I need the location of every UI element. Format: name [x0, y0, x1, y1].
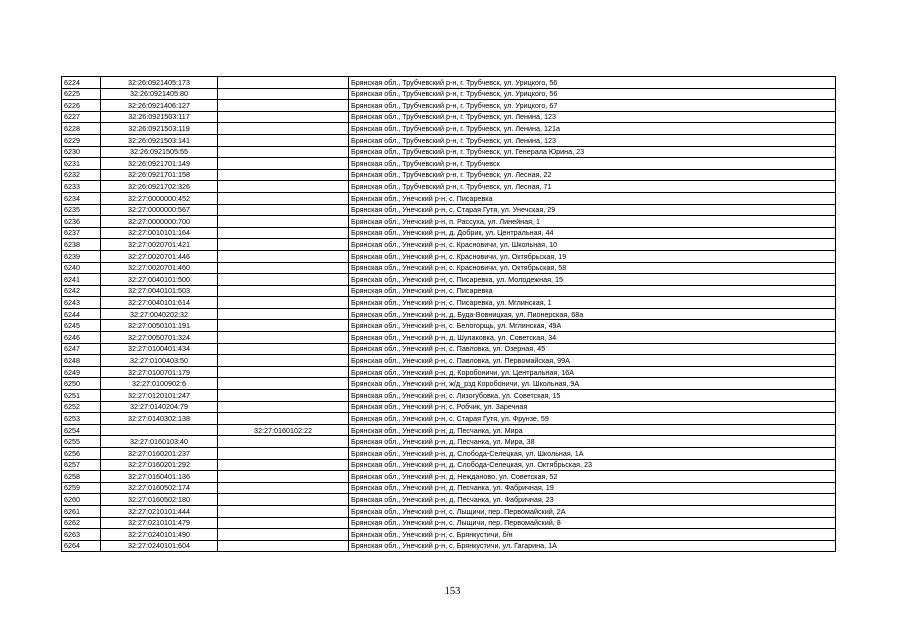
address-cell: Брянская обл., Унечский р-н, с. Брянкустичи, б/н: [349, 529, 836, 541]
address-cell: Брянская обл., Трубчевский р-н, г. Трубчевск, ул. Урицкого, 56: [349, 88, 836, 100]
table-row: [62, 390, 836, 402]
cadastral-number-cell: 32:27:0010101:164: [101, 227, 218, 239]
previous-number-cell: [218, 494, 349, 506]
previous-number-cell: [218, 471, 349, 483]
row-number-cell: 6252: [62, 401, 101, 413]
address-cell: Брянская обл., Унечский р-н, д. Слобода-Селецкая, ул. Октябрьская, 23: [349, 459, 836, 471]
table-row: [62, 517, 836, 529]
row-number-cell: 6248: [62, 355, 101, 367]
address-cell: Брянская обл., Унечский р-н, с. Красновичи, ул. Октябрьская, 19: [349, 250, 836, 262]
table-row: [62, 540, 836, 552]
table-row: [62, 88, 836, 100]
table-row: [62, 343, 836, 355]
table-row: [62, 297, 836, 309]
cadastral-number-cell: 32:26:0921701:158: [101, 169, 218, 181]
row-number-cell: 6225: [62, 88, 101, 100]
table-row: [62, 505, 836, 517]
table-row: [62, 216, 836, 228]
table-row: [62, 332, 836, 344]
cadastral-number-cell: 32:27:0040101:614: [101, 297, 218, 309]
address-cell: Брянская обл., Унечский р-н, с. Лизогубовка, ул. Советская, 15: [349, 390, 836, 402]
previous-number-cell: [218, 192, 349, 204]
address-cell: Брянская обл., Унечский р-н, д. Нежданово, ул. Советская, 52: [349, 471, 836, 483]
table-row: [62, 274, 836, 286]
cadastral-number-cell: 32:27:0160103:40: [101, 436, 218, 448]
table-row: [62, 529, 836, 541]
row-number-cell: 6261: [62, 505, 101, 517]
address-cell: Брянская обл., Унечский р-н, ж/д_рзд Коробоничи, ул. Школьная, 9А: [349, 378, 836, 390]
address-cell: Брянская обл., Трубчевский р-н, г. Трубчевск, ул. Урицкого, 56: [349, 77, 836, 89]
address-cell: Брянская обл., Унечский р-н, с. Павловка, ул. Первомайская, 99А: [349, 355, 836, 367]
table-row: [62, 320, 836, 332]
row-number-cell: 6247: [62, 343, 101, 355]
row-number-cell: 6243: [62, 297, 101, 309]
address-cell: Брянская обл., Унечский р-н, п. Рассуха, ул. Линейная, 1: [349, 216, 836, 228]
address-cell: Брянская обл., Трубчевский р-н, г. Трубчевск, ул. Урицкого, 67: [349, 100, 836, 112]
previous-number-cell: [218, 308, 349, 320]
address-cell: Брянская обл., Унечский р-н, с. Павловка, ул. Озерная, 45: [349, 343, 836, 355]
table-row: [62, 169, 836, 181]
address-cell: Брянская обл., Унечский р-н, с. Лыщичи, пер. Первомайский, 2А: [349, 505, 836, 517]
previous-number-cell: [218, 529, 349, 541]
table-row: [62, 285, 836, 297]
table-row: [62, 123, 836, 135]
row-number-cell: 6260: [62, 494, 101, 506]
address-cell: Брянская обл., Унечский р-н, д. Песчанка, ул. Мира: [349, 424, 836, 436]
previous-number-cell: [218, 239, 349, 251]
address-cell: Брянская обл., Унечский р-н, с. Красновичи, ул. Школьная, 10: [349, 239, 836, 251]
cadastral-number-cell: 32:27:0100701:179: [101, 366, 218, 378]
row-number-cell: 6250: [62, 378, 101, 390]
address-cell: Брянская обл., Унечский р-н, д. Коробоничи, ул. Центральная, 16А: [349, 366, 836, 378]
previous-number-cell: [218, 111, 349, 123]
address-cell: Брянская обл., Унечский р-н, с. Брянкустичи, ул. Гагарина, 1А: [349, 540, 836, 552]
row-number-cell: 6258: [62, 471, 101, 483]
cadastral-number-cell: 32:27:0040101:500: [101, 274, 218, 286]
cadastral-number-cell: 32:27:0160502:174: [101, 482, 218, 494]
row-number-cell: 6230: [62, 146, 101, 158]
cadastral-number-cell: 32:26:0921405:173: [101, 77, 218, 89]
cadastral-number-cell: 32:27:0240101:490: [101, 529, 218, 541]
previous-number-cell: [218, 204, 349, 216]
property-register-table: [61, 76, 836, 552]
previous-number-cell: [218, 123, 349, 135]
address-cell: Брянская обл., Унечский р-н, д. Песчанка, ул. Мира, 38: [349, 436, 836, 448]
cadastral-number-cell: 32:27:0040101:503: [101, 285, 218, 297]
table-row: [62, 471, 836, 483]
row-number-cell: 6234: [62, 192, 101, 204]
row-number-cell: 6231: [62, 158, 101, 170]
row-number-cell: 6236: [62, 216, 101, 228]
previous-number-cell: [218, 390, 349, 402]
previous-number-cell: [218, 158, 349, 170]
row-number-cell: 6224: [62, 77, 101, 89]
previous-number-cell: [218, 482, 349, 494]
row-number-cell: 6238: [62, 239, 101, 251]
table-row: [62, 192, 836, 204]
address-cell: Брянская обл., Унечский р-н, с. Писаревка: [349, 192, 836, 204]
row-number-cell: 6246: [62, 332, 101, 344]
row-number-cell: 6263: [62, 529, 101, 541]
table-row: [62, 401, 836, 413]
address-cell: Брянская обл., Унечский р-н, д. Шулаковка, ул. Советская, 34: [349, 332, 836, 344]
cadastral-number-cell: 32:27:0240101:604: [101, 540, 218, 552]
cadastral-number-cell: 32:27:0000000:700: [101, 216, 218, 228]
table-row: [62, 239, 836, 251]
cadastral-number-cell: 32:27:0100902:6: [101, 378, 218, 390]
address-cell: Брянская обл., Трубчевский р-н, г. Трубчевск, ул. Генерала Юрина, 23: [349, 146, 836, 158]
address-cell: Брянская обл., Трубчевский р-н, г. Трубчевск, ул. Лесная, 71: [349, 181, 836, 193]
previous-number-cell: [218, 77, 349, 89]
cadastral-number-cell: 32:27:0020701:460: [101, 262, 218, 274]
table-row: [62, 308, 836, 320]
cadastral-number-cell: 32:27:0100401:434: [101, 343, 218, 355]
previous-number-cell: [218, 274, 349, 286]
cadastral-number-cell: 32:26:0921701:149: [101, 158, 218, 170]
cadastral-number-cell: 32:26:0921503:119: [101, 123, 218, 135]
address-cell: Брянская обл., Унечский р-н, д. Песчанка, ул. Фабричная, 23: [349, 494, 836, 506]
address-cell: Брянская обл., Трубчевский р-н, г. Трубчевск, ул. Ленина, 123: [349, 134, 836, 146]
cadastral-number-cell: 32:27:0000000:567: [101, 204, 218, 216]
row-number-cell: 6249: [62, 366, 101, 378]
cadastral-number-cell: 32:27:0140204:79: [101, 401, 218, 413]
cadastral-number-cell: 32:27:0120101:247: [101, 390, 218, 402]
address-cell: Брянская обл., Трубчевский р-н, г. Трубчевск, ул. Лесная, 22: [349, 169, 836, 181]
row-number-cell: 6229: [62, 134, 101, 146]
previous-number-cell: 32:27:0160102:22: [218, 424, 349, 436]
previous-number-cell: [218, 88, 349, 100]
cadastral-number-cell: 32:27:0020701:446: [101, 250, 218, 262]
address-cell: Брянская обл., Унечский р-н, с. Робчик, ул. Заречная: [349, 401, 836, 413]
cadastral-number-cell: 32:27:0160201:237: [101, 448, 218, 460]
cadastral-number-cell: [101, 424, 218, 436]
row-number-cell: 6240: [62, 262, 101, 274]
previous-number-cell: [218, 285, 349, 297]
row-number-cell: 6232: [62, 169, 101, 181]
row-number-cell: 6245: [62, 320, 101, 332]
previous-number-cell: [218, 250, 349, 262]
cadastral-number-cell: 32:27:0210101:479: [101, 517, 218, 529]
previous-number-cell: [218, 332, 349, 344]
previous-number-cell: [218, 169, 349, 181]
address-cell: Брянская обл., Унечский р-н, д. Буда-Вовницкая, ул. Пионерская, 68а: [349, 308, 836, 320]
cadastral-number-cell: 32:26:0921503:141: [101, 134, 218, 146]
cadastral-number-cell: 32:26:0921406:127: [101, 100, 218, 112]
previous-number-cell: [218, 505, 349, 517]
row-number-cell: 6251: [62, 390, 101, 402]
previous-number-cell: [218, 448, 349, 460]
table-row: [62, 262, 836, 274]
table-row: [62, 111, 836, 123]
address-cell: Брянская обл., Унечский р-н, д. Слобода-Селецкая, ул. Школьная, 1А: [349, 448, 836, 460]
table-row: [62, 378, 836, 390]
row-number-cell: 6256: [62, 448, 101, 460]
address-cell: Брянская обл., Унечский р-н, д. Добрик, ул. Центральная, 44: [349, 227, 836, 239]
table-row: [62, 181, 836, 193]
cadastral-number-cell: 32:27:0160502:180: [101, 494, 218, 506]
table-row: [62, 436, 836, 448]
address-cell: Брянская обл., Унечский р-н, с. Старая Гутя, ул. Фрунзе, 59: [349, 413, 836, 425]
previous-number-cell: [218, 378, 349, 390]
table-row: [62, 413, 836, 425]
address-cell: Брянская обл., Унечский р-н, д. Песчанка, ул. Фабричная, 19: [349, 482, 836, 494]
table-row: [62, 146, 836, 158]
table-row: [62, 424, 836, 436]
cadastral-number-cell: 32:27:0050701:324: [101, 332, 218, 344]
address-cell: Брянская обл., Трубчевский р-н, г. Трубчевск, ул. Ленина, 121а: [349, 123, 836, 135]
table-row: [62, 482, 836, 494]
previous-number-cell: [218, 517, 349, 529]
table-row: [62, 158, 836, 170]
row-number-cell: 6242: [62, 285, 101, 297]
table-row: [62, 355, 836, 367]
cadastral-number-cell: 32:27:0000000:452: [101, 192, 218, 204]
row-number-cell: 6241: [62, 274, 101, 286]
previous-number-cell: [218, 227, 349, 239]
cadastral-number-cell: 32:26:0921505:55: [101, 146, 218, 158]
previous-number-cell: [218, 262, 349, 274]
table-row: [62, 494, 836, 506]
table-row: [62, 227, 836, 239]
previous-number-cell: [218, 401, 349, 413]
address-cell: Брянская обл., Трубчевский р-н, г. Трубчевск: [349, 158, 836, 170]
cadastral-number-cell: 32:27:0040202:32: [101, 308, 218, 320]
previous-number-cell: [218, 459, 349, 471]
row-number-cell: 6228: [62, 123, 101, 135]
address-cell: Брянская обл., Унечский р-н, с. Писаревка, ул. Молодежная, 15: [349, 274, 836, 286]
row-number-cell: 6253: [62, 413, 101, 425]
table-row: [62, 250, 836, 262]
row-number-cell: 6226: [62, 100, 101, 112]
row-number-cell: 6227: [62, 111, 101, 123]
row-number-cell: 6262: [62, 517, 101, 529]
row-number-cell: 6259: [62, 482, 101, 494]
previous-number-cell: [218, 100, 349, 112]
address-cell: Брянская обл., Унечский р-н, с. Писаревка, ул. Мглинская, 1: [349, 297, 836, 309]
table-row: [62, 204, 836, 216]
row-number-cell: 6255: [62, 436, 101, 448]
table-row: [62, 448, 836, 460]
table-row: [62, 134, 836, 146]
row-number-cell: 6237: [62, 227, 101, 239]
table-row: [62, 77, 836, 89]
cadastral-number-cell: 32:26:0921702:326: [101, 181, 218, 193]
row-number-cell: 6239: [62, 250, 101, 262]
previous-number-cell: [218, 343, 349, 355]
row-number-cell: 6233: [62, 181, 101, 193]
address-cell: Брянская обл., Унечский р-н, с. Лыщичи, пер. Первомайский, 8: [349, 517, 836, 529]
cadastral-number-cell: 32:27:0160201:292: [101, 459, 218, 471]
cadastral-number-cell: 32:27:0210101:444: [101, 505, 218, 517]
previous-number-cell: [218, 134, 349, 146]
previous-number-cell: [218, 355, 349, 367]
cadastral-number-cell: 32:27:0140302:138: [101, 413, 218, 425]
previous-number-cell: [218, 413, 349, 425]
register-table-body: [62, 77, 836, 552]
address-cell: Брянская обл., Унечский р-н, с. Белогорщь, ул. Мглинская, 49А: [349, 320, 836, 332]
previous-number-cell: [218, 181, 349, 193]
previous-number-cell: [218, 366, 349, 378]
table-row: [62, 366, 836, 378]
address-cell: Брянская обл., Унечский р-н, с. Писаревка: [349, 285, 836, 297]
previous-number-cell: [218, 436, 349, 448]
row-number-cell: 6244: [62, 308, 101, 320]
cadastral-number-cell: 32:27:0160401:136: [101, 471, 218, 483]
address-cell: Брянская обл., Трубчевский р-н, г. Трубчевск, ул. Ленина, 123: [349, 111, 836, 123]
previous-number-cell: [218, 146, 349, 158]
page-number: 153: [444, 586, 461, 597]
row-number-cell: 6254: [62, 424, 101, 436]
table-row: [62, 459, 836, 471]
previous-number-cell: [218, 297, 349, 309]
cadastral-number-cell: 32:27:0050101:191: [101, 320, 218, 332]
previous-number-cell: [218, 320, 349, 332]
cadastral-number-cell: 32:27:0020701:421: [101, 239, 218, 251]
cadastral-number-cell: 32:26:0921503:117: [101, 111, 218, 123]
address-cell: Брянская обл., Унечский р-н, с. Старая Гутя, ул. Унечская, 29: [349, 204, 836, 216]
row-number-cell: 6264: [62, 540, 101, 552]
table-row: [62, 100, 836, 112]
cadastral-number-cell: 32:27:0100403:50: [101, 355, 218, 367]
previous-number-cell: [218, 540, 349, 552]
row-number-cell: 6235: [62, 204, 101, 216]
cadastral-number-cell: 32:26:0921405:80: [101, 88, 218, 100]
address-cell: Брянская обл., Унечский р-н, с. Красновичи, ул. Октябрьская, 58: [349, 262, 836, 274]
previous-number-cell: [218, 216, 349, 228]
row-number-cell: 6257: [62, 459, 101, 471]
